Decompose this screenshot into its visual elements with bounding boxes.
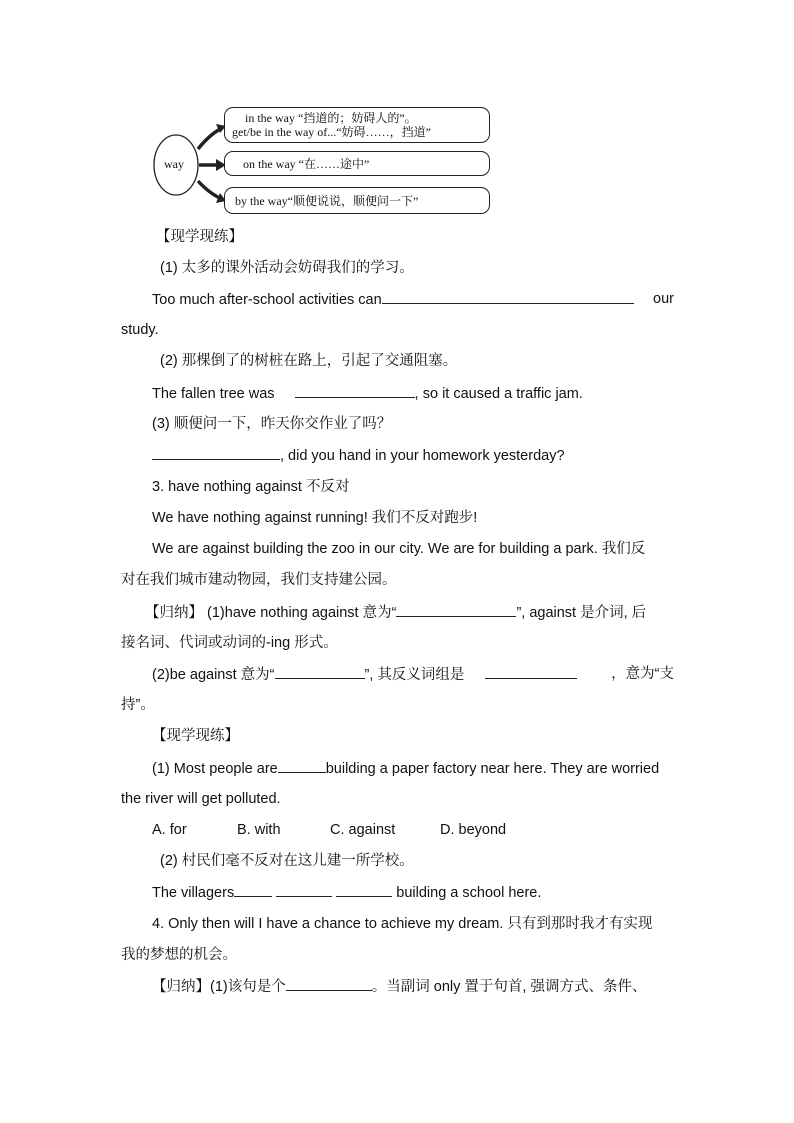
s2-q2-cn: (2) 村民们毫不反对在这儿建一所学校。 [160, 853, 414, 869]
point3-summary1 [145, 602, 646, 623]
s1-q1-en [152, 289, 674, 310]
answer-blank[interactable] [295, 383, 415, 398]
point4-sum-text: 【归纳】(1)该句是个 [152, 979, 286, 995]
option-d[interactable]: D. beyond [440, 822, 507, 838]
s1-q2-en [152, 383, 583, 404]
box-on-the-way: on the way “在……途中” [224, 151, 490, 176]
answer-blank[interactable] [276, 882, 332, 897]
arrow-1 [198, 128, 222, 149]
option-b[interactable]: B. with [237, 822, 281, 838]
answer-blank[interactable] [152, 445, 280, 460]
s2-q1-cont: the river will get polluted. [121, 791, 281, 807]
point4-summary [152, 976, 646, 997]
sum2-mid: ”, 其反义词组是 [364, 667, 465, 683]
section2-heading: 【现学现练】 [152, 728, 239, 744]
arrow-3 [198, 181, 222, 199]
point3-example2-cont: 对在我们城市建动物园，我们支持建公园。 [121, 572, 397, 588]
answer-blank[interactable] [382, 289, 634, 304]
way-diagram [150, 104, 495, 216]
point4-sentence-cont: 我的梦想的机会。 [121, 947, 237, 963]
s1-q2-cn: (2) 那棵倒了的树桩在路上，引起了交通阻塞。 [160, 353, 458, 369]
box1-line2: get/be in the way of...“妨碍……，挡道” [232, 125, 431, 139]
sum1-text: 【归纳】 (1)have nothing against 意为“ [145, 605, 397, 621]
box1-line1: in the way “挡道的；妨碍人的”。 [245, 111, 417, 125]
s2-q2-en-tail: building a school here. [396, 885, 542, 901]
s2-q2-en-text: The villagers [152, 885, 235, 901]
point3-title: 3. have nothing against 不反对 [152, 479, 350, 495]
answer-blank[interactable] [278, 758, 326, 773]
point3-example2: We are against building the zoo in our city. We are for building a park. 我们反 [152, 541, 646, 557]
s2-q1-text: (1) Most people are [152, 761, 278, 777]
point4-sentence: 4. Only then will I have a chance to achieve my dream. 只有到那时我才有实现 [152, 916, 653, 932]
s1-q1-cn: (1) 太多的课外活动会妨碍我们的学习。 [160, 260, 414, 276]
s1-q3-en [152, 445, 565, 466]
s2-q1 [152, 758, 659, 779]
section1-heading: 【现学现练】 [156, 229, 243, 245]
s1-q2-en-tail: , so it caused a traffic jam. [414, 386, 583, 402]
answer-blank[interactable] [286, 976, 372, 991]
option-a[interactable]: A. for [152, 822, 187, 838]
answer-blank[interactable] [396, 602, 516, 617]
point4-sum-tail: 。当副词 only 置于句首, 强调方式、条件、 [371, 979, 647, 995]
option-c[interactable]: C. against [330, 822, 396, 838]
way-label: way [164, 157, 184, 171]
s1-q3-cn: (3) 顺便问一下，昨天你交作业了吗？ [152, 416, 392, 432]
s2-q1-tail: building a paper factory near here. They are worried [325, 761, 660, 777]
s1-q2-en-text: The fallen tree was [152, 386, 275, 402]
answer-blank[interactable] [336, 882, 392, 897]
s1-q1-en-text: Too much after-school activities can [152, 292, 382, 308]
s1-q3-en-text: , did you hand in your homework yesterday? [280, 448, 565, 464]
point3-summary2 [152, 664, 674, 685]
sum2-tail: ，意为“支 [611, 666, 674, 682]
sum2-text: (2)be against 意为“ [152, 667, 275, 683]
answer-blank[interactable] [485, 664, 577, 679]
point3-example1: We have nothing against running! 我们不反对跑步! [152, 510, 478, 526]
s1-q1-en-tail: our [653, 291, 674, 307]
s2-q2-en [152, 882, 541, 903]
box-by-the-way: by the way“顺便说说，顺便问一下” [224, 187, 490, 214]
box-in-the-way [224, 107, 490, 143]
point3-summary2-cont: 持”。 [121, 697, 155, 713]
point3-summary1-cont: 接名词、代词或动词的-ing 形式。 [121, 635, 338, 651]
answer-blank[interactable] [234, 882, 272, 897]
s1-q1-en-cont: study. [121, 322, 159, 338]
sum1-tail: ”, against 是介词, 后 [516, 605, 647, 621]
answer-blank[interactable] [275, 664, 365, 679]
